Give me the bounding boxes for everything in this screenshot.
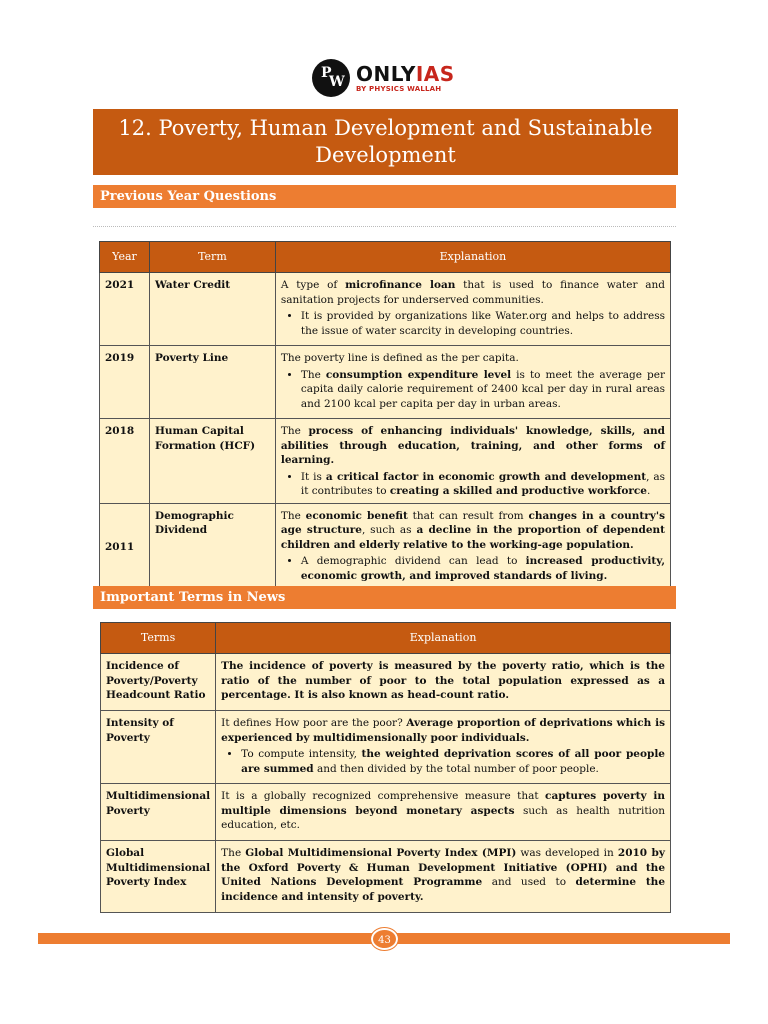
explanation-text — [221, 789, 665, 833]
year-cell: 2019 — [100, 346, 150, 419]
brand-subtitle: BY PHYSICS WALLAH — [356, 84, 442, 93]
chapter-title: 12. Poverty, Human Development and Sustainable Development — [93, 109, 678, 175]
bullet-list — [221, 747, 665, 776]
bold-text: process of enhancing individuals' knowledge, skills, and abilities through education, training, and other forms of learning. — [280, 425, 665, 466]
bold-text: consumption expenditure level — [325, 368, 512, 381]
bold-text: Average proportion of deprivations which is experienced by multidimensionally poor individuals. — [221, 717, 665, 744]
bold-text: changes in a country's age structure — [280, 509, 665, 536]
term-cell: Water Credit — [149, 273, 275, 346]
term-cell: Global Multidimensional Poverty Index — [101, 841, 216, 913]
term-cell: Incidence of Poverty/Poverty Headcount Ratio — [101, 654, 216, 711]
table-row — [100, 346, 671, 419]
brand-logo — [312, 58, 455, 98]
year-cell: 2021 — [100, 273, 150, 346]
text-span: It is — [300, 470, 326, 483]
section-heading-pyq: Previous Year Questions — [93, 185, 676, 208]
bold-text: microfinance loan — [345, 279, 456, 291]
year-cell: 2018 — [100, 419, 150, 504]
bullet-list — [281, 554, 665, 583]
text-span: It is a globally recognized comprehensive measure that — [221, 790, 546, 802]
text-span: The — [280, 425, 309, 437]
bullet-item — [301, 368, 665, 412]
explanation-cell — [216, 711, 671, 784]
text-span: A type of — [280, 279, 346, 291]
table-row — [101, 784, 671, 841]
explanation-cell — [275, 346, 670, 419]
term-cell: Multidimensional Poverty — [101, 784, 216, 841]
term-cell: Intensity of Poverty — [101, 711, 216, 784]
text-span: A demographic dividend can lead to — [300, 555, 526, 567]
column-header-explanation: Explanation — [216, 623, 671, 654]
table-row — [100, 273, 671, 346]
text-span: was developed in — [516, 847, 618, 859]
brand-name-only: ONLY — [356, 61, 416, 86]
explanation-text — [281, 278, 665, 307]
text-span: The poverty line is defined as the per capita. — [280, 352, 519, 364]
table-row — [100, 503, 671, 590]
pyq-table — [99, 241, 671, 591]
page-number: 43 — [371, 928, 398, 950]
bold-text: 2010 by the Oxford Poverty & Human Development Initiative (OPHI) and the United Nations Development Programme — [221, 847, 665, 888]
explanation-cell — [275, 273, 670, 346]
explanation-cell — [216, 841, 671, 913]
terms-news-table — [100, 622, 671, 913]
bold-text: the weighted deprivation scores of all poor people are summed — [241, 748, 665, 775]
text-span: To compute intensity, — [241, 748, 362, 760]
text-span: is to meet the average per capita daily calorie requirement of 2400 kcal per day in rural areas and 2100 kcal per capita per day in urban areas. — [300, 368, 665, 410]
column-header-terms: Terms — [101, 623, 216, 654]
text-span: and used to — [482, 876, 576, 888]
text-span: The — [300, 368, 326, 381]
bold-text: economic benefit — [305, 509, 408, 522]
text-span: It is provided by organizations like Water.org and helps to address the issue of water scarcity in developing countries. — [300, 310, 665, 337]
explanation-text — [221, 846, 665, 904]
text-span: that is used to finance water and sanitation projects for underserved communities. — [280, 279, 665, 306]
section-heading-terms-news: Important Terms in News — [93, 586, 676, 609]
bold-text: a decline in the proportion of dependent children and elderly relative to the working-age population. — [280, 524, 666, 551]
logo-monogram-w: W — [329, 74, 345, 90]
explanation-text — [221, 659, 665, 703]
text-span: . — [646, 485, 651, 497]
term-cell: Poverty Line — [149, 346, 275, 419]
bold-text: creating a skilled and productive workforce — [389, 485, 647, 497]
explanation-cell — [216, 784, 671, 841]
explanation-text — [281, 509, 665, 553]
bullet-item — [301, 470, 665, 499]
year-cell: 2011 — [100, 503, 150, 590]
bold-text: a critical factor in economic growth and development — [325, 470, 647, 483]
logo-monogram-p: P — [321, 65, 332, 81]
pw-logo-icon — [312, 59, 350, 97]
table-row — [100, 419, 671, 504]
table-row — [101, 841, 671, 913]
text-span: , as it contributes to — [300, 470, 666, 497]
text-span: It defines How poor are the poor? — [221, 717, 407, 729]
text-span: and then divided by the total number of poor people. — [313, 762, 599, 775]
bullet-list — [281, 470, 665, 499]
bold-text: determine the incidence and intensity of poverty. — [221, 876, 665, 903]
bold-text: captures poverty in multiple dimensions beyond monetary aspects — [221, 790, 665, 817]
text-span: , such as — [361, 524, 417, 536]
text-span: The — [221, 847, 246, 859]
bullet-list — [281, 368, 665, 412]
bold-text: The incidence of poverty is measured by the poverty ratio, which is the ratio of the number of poor to the total population expressed as a percentage. It is also known as head-count ratio. — [221, 660, 665, 701]
bullet-item — [301, 554, 665, 583]
brand-name — [356, 61, 455, 86]
column-header-term: Term — [149, 242, 275, 273]
column-header-explanation: Explanation — [275, 242, 670, 273]
explanation-text — [281, 424, 665, 468]
table-row — [101, 654, 671, 711]
bullet-item — [301, 309, 665, 338]
text-span: that can result from — [407, 509, 529, 522]
term-cell: Human Capital Formation (HCF) — [149, 419, 275, 504]
explanation-cell — [216, 654, 671, 711]
term-cell: Demographic Dividend — [149, 503, 275, 590]
bullet-item — [241, 747, 665, 776]
bullet-list — [281, 309, 665, 338]
column-header-year: Year — [100, 242, 150, 273]
brand-name-ias: IAS — [415, 61, 455, 86]
bold-text: increased productivity, economic growth, and improved standards of living. — [300, 555, 665, 582]
explanation-cell — [275, 503, 670, 590]
text-span: such as health nutrition education, etc. — [221, 804, 666, 831]
explanation-text — [281, 351, 665, 366]
explanation-text — [221, 716, 665, 745]
table-row — [101, 711, 671, 784]
bold-text: Global Multidimensional Poverty Index (MPI) — [245, 847, 517, 859]
divider — [93, 226, 676, 227]
text-span: The — [280, 509, 306, 522]
explanation-cell — [275, 419, 670, 504]
